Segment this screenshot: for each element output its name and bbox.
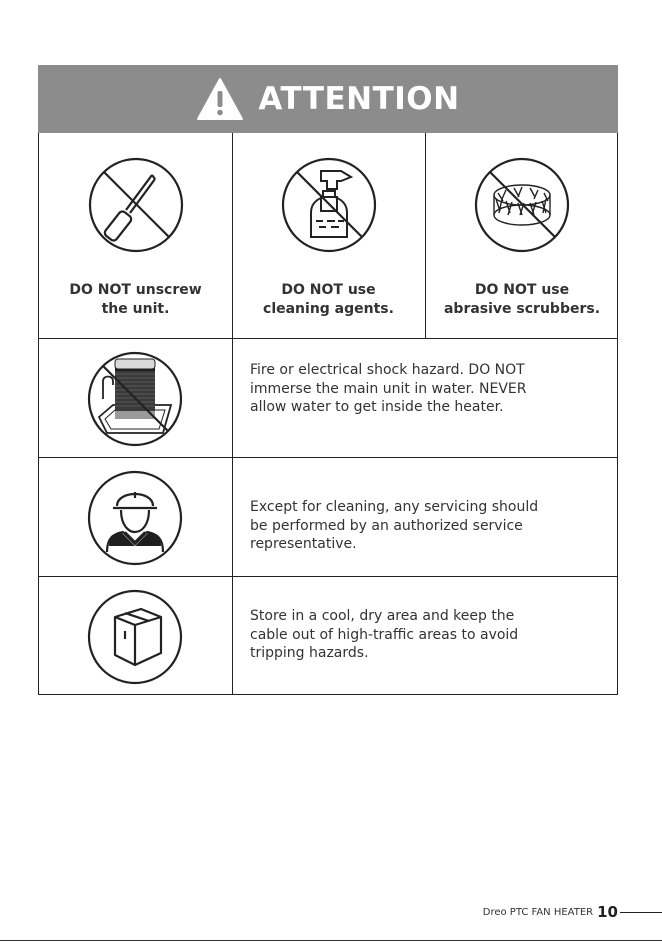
footer-rule xyxy=(620,912,662,913)
table-row xyxy=(39,133,617,338)
page-number: 10 xyxy=(597,903,618,921)
list-item xyxy=(232,133,425,338)
product-name: Dreo PTC FAN HEATER xyxy=(482,906,594,918)
table-row xyxy=(39,338,617,457)
caption: DO NOT use abrasive scrubbers. xyxy=(443,282,601,317)
page-footer xyxy=(483,902,662,922)
caption: DO NOT use cleaning agents. xyxy=(263,282,394,317)
table-row xyxy=(39,457,617,576)
warning-triangle-icon xyxy=(196,77,244,121)
bottom-rule xyxy=(0,940,662,941)
list-item xyxy=(425,133,619,338)
no-scrubber-icon xyxy=(472,155,572,255)
service-technician-icon xyxy=(85,468,185,568)
safety-table xyxy=(38,133,618,695)
no-spray-bottle-icon xyxy=(279,155,379,255)
attention-title: ATTENTION xyxy=(258,81,460,117)
hazard-text: Fire or electrical shock hazard. DO NOT immerse the main unit in water. NEVER allow water to get inside the heater. xyxy=(250,362,527,415)
storage-box-icon xyxy=(85,587,185,687)
hazard-text: Store in a cool, dry area and keep the cable out of high-traffic areas to avoid tripping hazards. xyxy=(250,608,519,661)
no-water-immersion-icon xyxy=(85,349,185,449)
attention-banner xyxy=(38,65,618,133)
table-row xyxy=(39,576,617,695)
list-item xyxy=(39,133,232,338)
no-screwdriver-icon xyxy=(86,155,186,255)
hazard-text: Except for cleaning, any servicing should be performed by an authorized service representative. xyxy=(250,499,539,552)
caption: DO NOT unscrew the unit. xyxy=(69,282,202,317)
